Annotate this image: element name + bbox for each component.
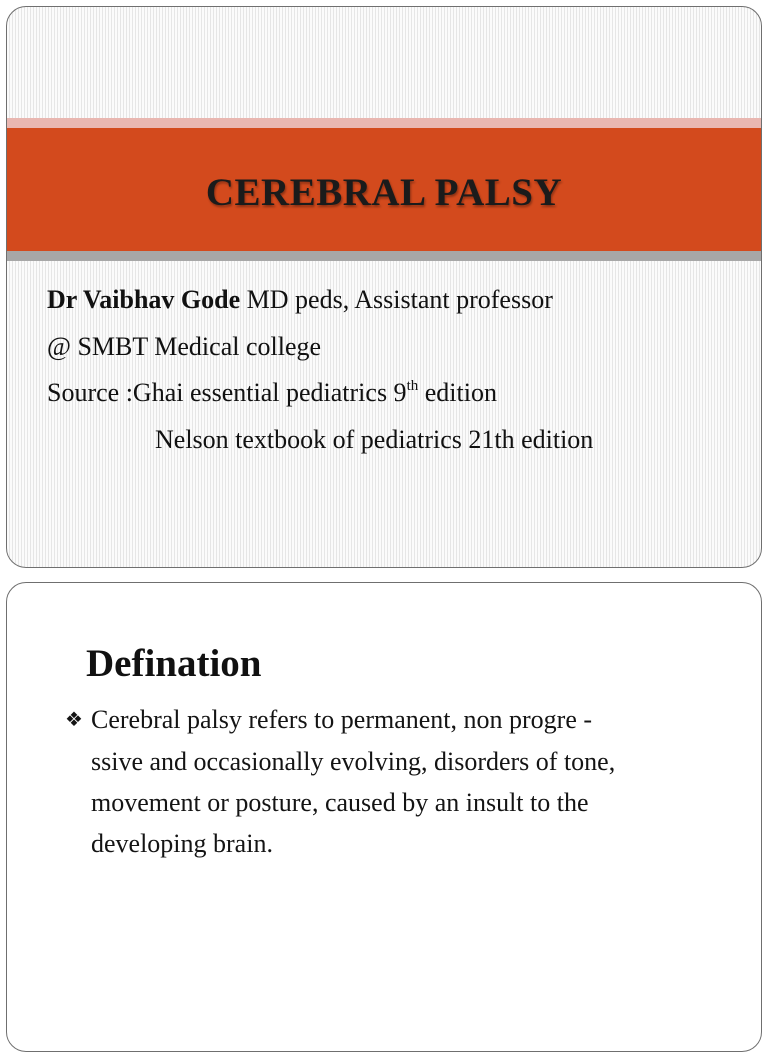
slide-title: CEREBRAL PALSY xyxy=(205,171,563,214)
title-bar xyxy=(7,128,761,251)
bullet-line-1 xyxy=(65,699,715,741)
diamond-bullet-icon: ❖ xyxy=(65,709,83,731)
title-slide xyxy=(6,6,762,568)
definition-slide xyxy=(6,582,762,1052)
bullet-line-2: ssive and occasionally evolving, disorders of tone, xyxy=(91,747,616,776)
affiliation-line: @ SMBT Medical college xyxy=(47,331,322,361)
author-name: Dr Vaibhav Gode xyxy=(47,285,241,314)
definition-heading: Defination xyxy=(86,642,262,685)
title-top-stripe xyxy=(7,118,761,128)
bullet-line-4: developing brain. xyxy=(91,829,273,858)
source-text: Source :Ghai essential pediatrics 9 xyxy=(47,378,407,407)
source-line-2: Nelson textbook of pediatrics 21th edition xyxy=(155,424,594,454)
bullet-line-3: movement or posture, caused by an insult to the xyxy=(91,788,589,817)
source-superscript: th xyxy=(406,378,419,394)
author-role: MD peds, Assistant professor xyxy=(240,285,553,314)
definition-bullet xyxy=(65,699,715,864)
bullet-line-text: Cerebral palsy refers to permanent, non progre - xyxy=(91,705,593,734)
author-line xyxy=(47,277,747,324)
source-line xyxy=(47,370,747,417)
source-suffix: edition xyxy=(418,378,497,407)
title-bottom-stripe xyxy=(7,251,761,261)
title-slide-body xyxy=(47,277,747,463)
